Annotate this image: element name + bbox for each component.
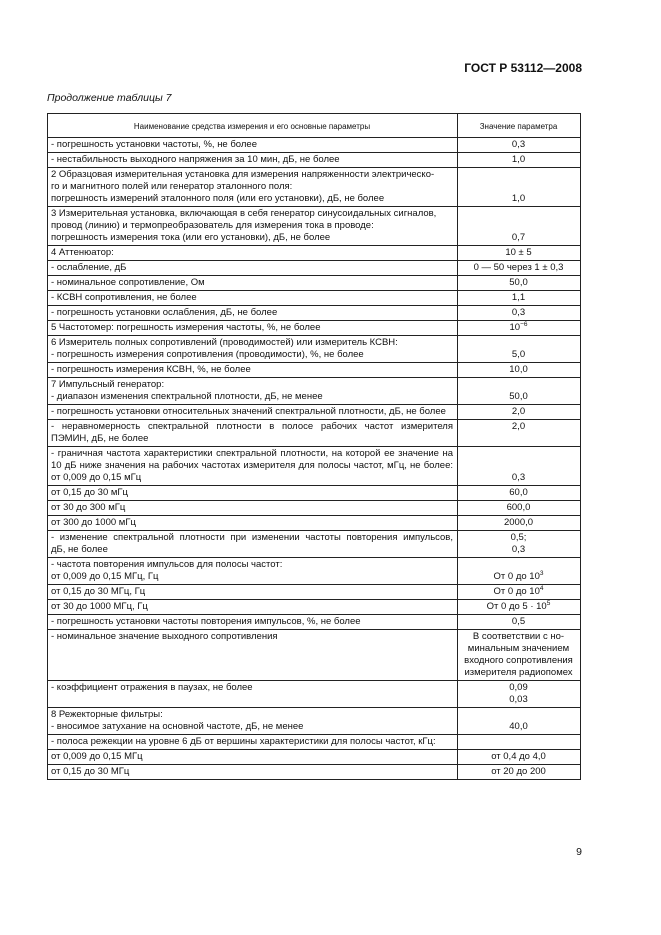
- standard-number: ГОСТ Р 53112—2008: [464, 61, 582, 75]
- parameter-name-cell: [48, 486, 458, 501]
- parameter-name-cell: [48, 246, 458, 261]
- parameter-value-line: [461, 391, 576, 403]
- parameter-value-text: минальным значением: [467, 643, 570, 654]
- table-row: [48, 207, 581, 246]
- parameter-value-text: 50,0: [509, 391, 528, 402]
- value-exponent: −6: [520, 321, 528, 328]
- parameter-name-cell: [48, 750, 458, 765]
- parameter-name-line: - погрешность измерения сопротивления (проводимости), %, не более: [51, 349, 364, 360]
- parameter-name-line: дБ, не более: [51, 544, 108, 555]
- parameter-name-line: от 30 до 1000 МГц, Гц: [51, 601, 148, 612]
- parameter-value-cell: [458, 735, 581, 750]
- parameter-name-cell: [48, 207, 458, 246]
- parameter-value-cell: [458, 321, 581, 336]
- parameter-value-line: [461, 220, 576, 232]
- parameter-name-line: от 0,15 до 30 МГц: [51, 766, 130, 777]
- table-row: [48, 378, 581, 405]
- parameter-name-line: 3 Измерительная установка, включающая в себя генератор синусоидальных сигналов,: [51, 208, 437, 219]
- parameter-value-line: [461, 751, 576, 763]
- parameter-value-line: [461, 193, 576, 205]
- table-row: [48, 750, 581, 765]
- parameter-value-text: 10: [509, 322, 521, 333]
- parameter-name-cell: [48, 168, 458, 207]
- parameter-value-cell: [458, 378, 581, 405]
- parameter-value-line: [461, 517, 576, 529]
- parameter-value-text: В соответствии с но-: [472, 631, 565, 642]
- parameter-name-cell: [48, 363, 458, 378]
- parameter-value-text: 60,0: [509, 487, 528, 498]
- value-exponent: 4: [539, 585, 544, 592]
- parameter-value-text: 10 ± 5: [505, 247, 532, 258]
- parameter-name-cell: [48, 405, 458, 420]
- parameter-name-cell: [48, 276, 458, 291]
- parameter-value-line: [461, 448, 576, 460]
- parameter-value-line: [461, 487, 576, 499]
- value-exponent: 5: [546, 600, 551, 607]
- parameter-name-line: 2 Образцовая измерительная установка для измерения напряженности электрическо-: [51, 169, 435, 180]
- parameter-value-line: [461, 421, 576, 433]
- table-row: [48, 321, 581, 336]
- parameter-value-text: от 0,4 до 4,0: [491, 751, 546, 762]
- parameter-name-line: от 0,15 до 30 мГц: [51, 487, 128, 498]
- parameter-value-line: [461, 208, 576, 220]
- parameter-value-line: [461, 349, 576, 361]
- parameter-name-line: - неравномерность спектральной плотности в полосе рабочих частот измерителя: [51, 421, 453, 432]
- parameter-value-text: 0,3: [511, 139, 526, 150]
- table-row: [48, 168, 581, 207]
- parameter-value-line: [461, 571, 576, 583]
- parameter-name-line: от 0,15 до 30 МГц, Гц: [51, 586, 146, 597]
- parameter-value-cell: [458, 600, 581, 615]
- parameter-value-line: [461, 277, 576, 289]
- parameter-value-line: [461, 232, 576, 244]
- parameter-value-text: От 0 до 10: [493, 571, 540, 582]
- table-row: [48, 363, 581, 378]
- table-row: [48, 153, 581, 168]
- parameter-value-line: [461, 766, 576, 778]
- parameter-name-line: - нестабильность выходного напряжения за 10 мин, дБ, не более: [51, 154, 340, 165]
- parameter-value-cell: [458, 558, 581, 585]
- parameter-name-cell: [48, 321, 458, 336]
- parameter-value-cell: [458, 246, 581, 261]
- parameter-value-text: 2000,0: [503, 517, 534, 528]
- parameter-value-cell: [458, 420, 581, 447]
- table-row: [48, 615, 581, 630]
- parameter-value-line: [461, 643, 576, 655]
- parameter-value-cell: [458, 291, 581, 306]
- parameter-name-line: - ослабление, дБ: [51, 262, 127, 273]
- parameter-value-line: [461, 682, 576, 694]
- parameter-value-line: [461, 247, 576, 259]
- parameter-value-cell: [458, 531, 581, 558]
- parameter-value-text: 10,0: [509, 364, 528, 375]
- parameter-value-text: 0,7: [511, 232, 526, 243]
- parameter-name-line: погрешность измерения тока (или его установки), дБ, не более: [51, 232, 331, 243]
- parameter-name-line: ПЭМИН, дБ, не более: [51, 433, 149, 444]
- parameter-name-line: - граничная частота характеристики спектральной плотности, на которой ее значение на: [51, 448, 453, 459]
- parameter-name-cell: [48, 516, 458, 531]
- parameter-value-cell: [458, 363, 581, 378]
- parameter-value-cell: [458, 585, 581, 600]
- parameter-name-line: - изменение спектральной плотности при изменении частоты повторения импульсов,: [51, 532, 453, 543]
- parameter-name-cell: [48, 291, 458, 306]
- parameter-value-line: [461, 616, 576, 628]
- parameter-value-line: [461, 337, 576, 349]
- parameter-name-cell: [48, 306, 458, 321]
- parameter-name-cell: [48, 153, 458, 168]
- table-row: [48, 336, 581, 363]
- parameter-value-text: 0,09: [509, 682, 528, 693]
- parameter-name-cell: [48, 615, 458, 630]
- parameter-value-cell: [458, 630, 581, 681]
- parameter-value-text: 1,1: [511, 292, 526, 303]
- parameter-value-cell: [458, 501, 581, 516]
- table-row: [48, 276, 581, 291]
- parameter-name-line: - погрешность установки относительных значений спектральной плотности, дБ, не более: [51, 406, 446, 417]
- parameter-value-line: [461, 655, 576, 667]
- parameter-value-cell: [458, 138, 581, 153]
- parameter-value-cell: [458, 276, 581, 291]
- table-row: [48, 291, 581, 306]
- parameter-value-line: [461, 154, 576, 166]
- parameter-name-line: - номинальное значение выходного сопротивления: [51, 631, 278, 642]
- parameters-table: [47, 113, 581, 780]
- header-name-column: Наименование средства измерения и его основные параметры: [48, 114, 458, 138]
- parameter-name-line: 6 Измеритель полных сопротивлений (проводимостей) или измеритель КСВН:: [51, 337, 398, 348]
- table-continuation-caption: Продолжение таблицы 7: [47, 92, 172, 104]
- parameter-value-cell: [458, 207, 581, 246]
- parameter-value-line: [461, 736, 576, 748]
- parameter-value-text: измерителя радиопомех: [464, 667, 573, 678]
- parameter-value-cell: [458, 486, 581, 501]
- parameter-name-cell: [48, 708, 458, 735]
- parameter-name-cell: [48, 600, 458, 615]
- value-exponent: 3: [539, 570, 544, 577]
- parameter-name-cell: [48, 585, 458, 600]
- parameter-value-text: 0,5: [511, 616, 526, 627]
- parameter-value-line: [461, 472, 576, 484]
- parameter-name-line: 8 Режекторные фильтры:: [51, 709, 163, 720]
- table-row: [48, 558, 581, 585]
- parameter-value-text: 0,03: [509, 694, 528, 705]
- parameter-name-line: - коэффициент отражения в паузах, не более: [51, 682, 253, 693]
- parameter-name-line: 4 Аттенюатор:: [51, 247, 114, 258]
- parameter-value-text: 0,3: [511, 307, 526, 318]
- parameter-value-line: [461, 139, 576, 151]
- table-row: [48, 516, 581, 531]
- parameter-value-line: [461, 364, 576, 376]
- parameter-value-line: [461, 406, 576, 418]
- parameter-value-line: [461, 694, 576, 706]
- table-row: [48, 420, 581, 447]
- parameter-value-line: [461, 709, 576, 721]
- parameter-value-text: 50,0: [509, 277, 528, 288]
- parameter-value-cell: [458, 261, 581, 276]
- parameter-name-line: го и магнитного полей или генератор эталонного поля:: [51, 181, 293, 192]
- parameter-value-line: [461, 307, 576, 319]
- table-row: [48, 486, 581, 501]
- parameter-name-line: - погрешность измерения КСВН, %, не более: [51, 364, 251, 375]
- header-value-column: Значение параметра: [458, 114, 581, 138]
- parameter-value-line: [461, 169, 576, 181]
- table-row: [48, 261, 581, 276]
- parameter-name-line: погрешность измерений эталонного поля (или его установки), дБ, не более: [51, 193, 385, 204]
- parameter-name-line: - вносимое затухание на основной частоте, дБ, не менее: [51, 721, 304, 732]
- parameter-name-line: 10 дБ ниже значения на рабочих частотах измерителя для полосы частот, мГц, не более:: [51, 460, 453, 471]
- table-row: [48, 531, 581, 558]
- parameter-value-cell: [458, 405, 581, 420]
- parameter-name-line: - диапазон изменения спектральной плотности, дБ, не менее: [51, 391, 323, 402]
- parameter-value-line: [461, 721, 576, 733]
- parameter-value-text: 40,0: [509, 721, 528, 732]
- parameter-value-cell: [458, 750, 581, 765]
- parameter-value-line: [461, 460, 576, 472]
- parameter-value-cell: [458, 708, 581, 735]
- parameter-value-line: [461, 262, 576, 274]
- table-row: [48, 246, 581, 261]
- parameter-name-line: - КСВН сопротивления, не более: [51, 292, 197, 303]
- parameter-value-text: 1,0: [511, 154, 526, 165]
- parameter-name-line: 5 Частотомер: погрешность измерения частоты, %, не более: [51, 322, 321, 333]
- table-row: [48, 735, 581, 750]
- parameter-value-text: 2,0: [511, 406, 526, 417]
- parameter-name-line: от 0,009 до 0,15 мГц: [51, 472, 142, 483]
- parameter-value-text: 0,3: [511, 472, 526, 483]
- parameter-name-line: от 300 до 1000 мГц: [51, 517, 136, 528]
- parameter-name-line: от 0,009 до 0,15 МГц, Гц: [51, 571, 159, 582]
- parameter-value-line: [461, 292, 576, 304]
- table-row: [48, 765, 581, 780]
- parameter-value-cell: [458, 306, 581, 321]
- page-number: 9: [576, 846, 582, 858]
- parameter-value-text: 0,3: [511, 544, 526, 555]
- parameter-value-text: 600,0: [506, 502, 531, 513]
- table-row: [48, 681, 581, 708]
- parameter-value-line: [461, 601, 576, 613]
- table-row: [48, 708, 581, 735]
- table-header-row: [48, 114, 581, 138]
- parameter-value-line: [461, 532, 576, 544]
- parameter-name-line: от 30 до 300 мГц: [51, 502, 126, 513]
- parameter-value-text: 0,5;: [510, 532, 527, 543]
- table-row: [48, 501, 581, 516]
- parameter-value-line: [461, 544, 576, 556]
- parameter-value-text: входного сопротивления: [464, 655, 573, 666]
- parameter-name-line: - полоса режекции на уровне 6 дБ от вершины характеристики для полосы частот, кГц:: [51, 736, 436, 747]
- table-row: [48, 585, 581, 600]
- parameter-value-cell: [458, 336, 581, 363]
- parameter-value-line: [461, 502, 576, 514]
- parameter-name-line: - погрешность установки ослабления, дБ, не более: [51, 307, 278, 318]
- parameter-value-cell: [458, 681, 581, 708]
- parameter-name-line: - погрешность установки частоты повторения импульсов, %, не более: [51, 616, 361, 627]
- table-row: [48, 138, 581, 153]
- parameter-name-cell: [48, 765, 458, 780]
- table-row: [48, 405, 581, 420]
- parameter-name-line: 7 Импульсный генератор:: [51, 379, 165, 390]
- parameter-value-text: 2,0: [511, 421, 526, 432]
- parameter-name-cell: [48, 681, 458, 708]
- parameter-name-cell: [48, 378, 458, 405]
- parameter-value-line: [461, 559, 576, 571]
- parameter-value-text: 5,0: [511, 349, 526, 360]
- parameter-value-text: от 20 до 200: [491, 766, 546, 777]
- parameter-value-cell: [458, 153, 581, 168]
- parameter-name-cell: [48, 735, 458, 750]
- parameter-value-line: [461, 631, 576, 643]
- parameter-name-cell: [48, 531, 458, 558]
- parameter-value-line: [461, 586, 576, 598]
- table-row: [48, 306, 581, 321]
- parameter-value-cell: [458, 615, 581, 630]
- parameter-value-line: [461, 379, 576, 391]
- parameter-name-cell: [48, 558, 458, 585]
- parameter-name-cell: [48, 630, 458, 681]
- parameter-name-cell: [48, 261, 458, 276]
- parameter-value-cell: [458, 516, 581, 531]
- parameter-value-text: От 0 до 10: [493, 586, 540, 597]
- table-row: [48, 630, 581, 681]
- parameter-name-cell: [48, 501, 458, 516]
- parameter-value-cell: [458, 765, 581, 780]
- parameter-value-text: 1,0: [511, 193, 526, 204]
- parameter-name-line: - погрешность установки частоты, %, не более: [51, 139, 257, 150]
- table-row: [48, 447, 581, 486]
- parameter-name-line: от 0,009 до 0,15 МГц: [51, 751, 143, 762]
- parameter-value-cell: [458, 168, 581, 207]
- parameter-value-line: [461, 667, 576, 679]
- parameter-value-cell: [458, 447, 581, 486]
- parameter-name-cell: [48, 447, 458, 486]
- parameter-name-cell: [48, 420, 458, 447]
- parameter-name-line: провод (линию) и термопреобразователь для измерения тока в проводе:: [51, 220, 374, 231]
- parameter-value-text: 0 — 50 через 1 ± 0,3: [473, 262, 564, 273]
- parameter-name-line: - частота повторения импульсов для полосы частот:: [51, 559, 283, 570]
- parameter-value-line: [461, 181, 576, 193]
- parameter-value-line: [461, 322, 576, 334]
- table-row: [48, 600, 581, 615]
- parameter-name-cell: [48, 336, 458, 363]
- parameter-name-cell: [48, 138, 458, 153]
- parameter-name-line: - номинальное сопротивление, Ом: [51, 277, 205, 288]
- parameter-value-text: От 0 до 5 · 10: [486, 601, 547, 612]
